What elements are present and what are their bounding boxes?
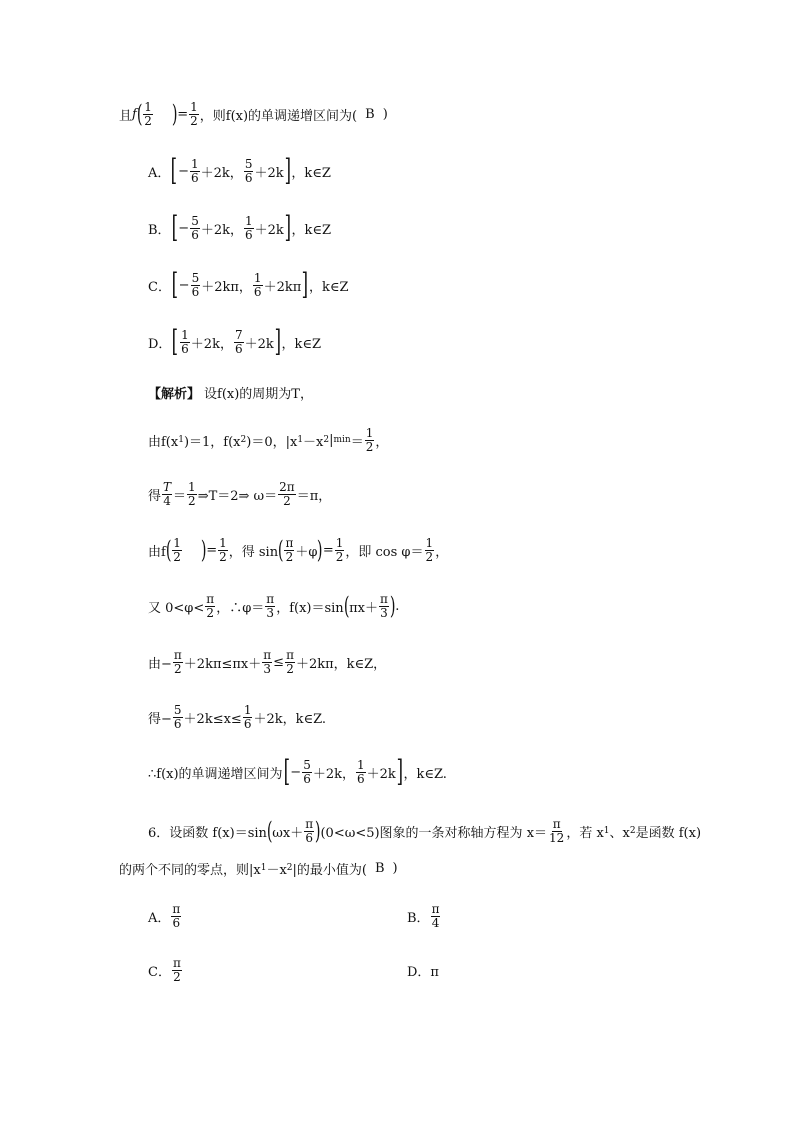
solution-line-4: 由f ( 1 2 ) = $\frac{1}{2}$ ，得 sin ( π 2 ＋φ ) = $\frac{1}{2}$ ，即 cos φ＝ 1 2 ， bbox=[148, 535, 449, 564]
solution-line-1: 【解析】 设f(x)的周期为T， bbox=[0, 372, 794, 412]
answer-letter: B bbox=[374, 860, 385, 876]
solution-line-7: 得− $\frac{5}{6}$ ＋2k≤x≤ $\frac{1}{6}$ ＋2k，k∈Z. bbox=[148, 702, 327, 731]
q5-option-c: C． [ − $\frac{5}{6}$ ＋2kπ， 1 6 ＋2kπ ] ，k∈Z bbox=[148, 267, 349, 302]
solution-line-8: ∴f(x)的单调递增区间为 [ − $\frac{5}{6}$ ＋2k， 1 6 ＋2k ] ，k∈Z. bbox=[148, 754, 447, 789]
solution-line-2: 由f(x 1 )＝1，f(x 2 )＝0，|x 1 －x 2 | min ＝ 1 2 ， bbox=[148, 425, 389, 454]
q5-option-d: D． [ 1 6 ＋2k， 7 6 ＋2k ] ，k∈Z bbox=[148, 324, 322, 359]
solution-line-5: 又 0<φ< π 2 ，∴φ＝ π 3 ，f(x)＝sin ( πx＋ π 3 ) . bbox=[148, 591, 400, 620]
q5-stem: 且 f ( 1 2 ) = $\frac{1}{2}$ ，则f(x)的单调递增区间为( B ) bbox=[119, 99, 388, 128]
solution-line-3: 得 T 4 ＝ 1 2 ⇒T＝2⇒ ω＝ 2π 2 ＝π， bbox=[148, 479, 332, 508]
q5-option-b: B． [ − $\frac{5}{6}$ ＋2k， 1 6 ＋2k ] ，k∈Z bbox=[148, 210, 332, 245]
q6-option-c: C． bbox=[148, 964, 171, 980]
q6-options-row-2: C． π 2 D．π bbox=[148, 955, 439, 984]
q6-stem-line-2: 的两个不同的零点，则|x 1 －x 2 |的最小值为( B ) bbox=[119, 860, 398, 878]
answer-letter: B bbox=[365, 106, 375, 122]
solution-tag: 【解析】 bbox=[148, 386, 201, 402]
solution-line-6: 由− $\frac{\pi}{2}$ ＋2kπ≤πx＋ $\frac{\pi}{3}$ ≤ $\frac{\pi}{2}$ ＋2kπ，k∈Z， bbox=[148, 647, 387, 676]
fraction: 1 2 bbox=[144, 99, 152, 128]
q6-stem-line-1: 6．设函数 f(x)＝sin ( ωx＋ π 6 ) (0<ω<5)图象的一条对称轴方程为 x＝ π 12 ，若 x 1 、x 2 是函数 f(x) bbox=[148, 816, 702, 845]
q6-option-b: B． π 4 bbox=[407, 901, 440, 930]
q5-option-a: A． [ − $\frac{1}{6}$ ＋2k， 5 6 ＋2k ] ，k∈Z bbox=[148, 153, 331, 188]
q6-option-d: D．π bbox=[407, 964, 439, 980]
q6-options-row-1: A． π 6 B． π 4 bbox=[148, 901, 440, 930]
q6-option-a: A． bbox=[148, 910, 171, 926]
fraction: $\frac{1}{2}$ bbox=[190, 99, 198, 128]
